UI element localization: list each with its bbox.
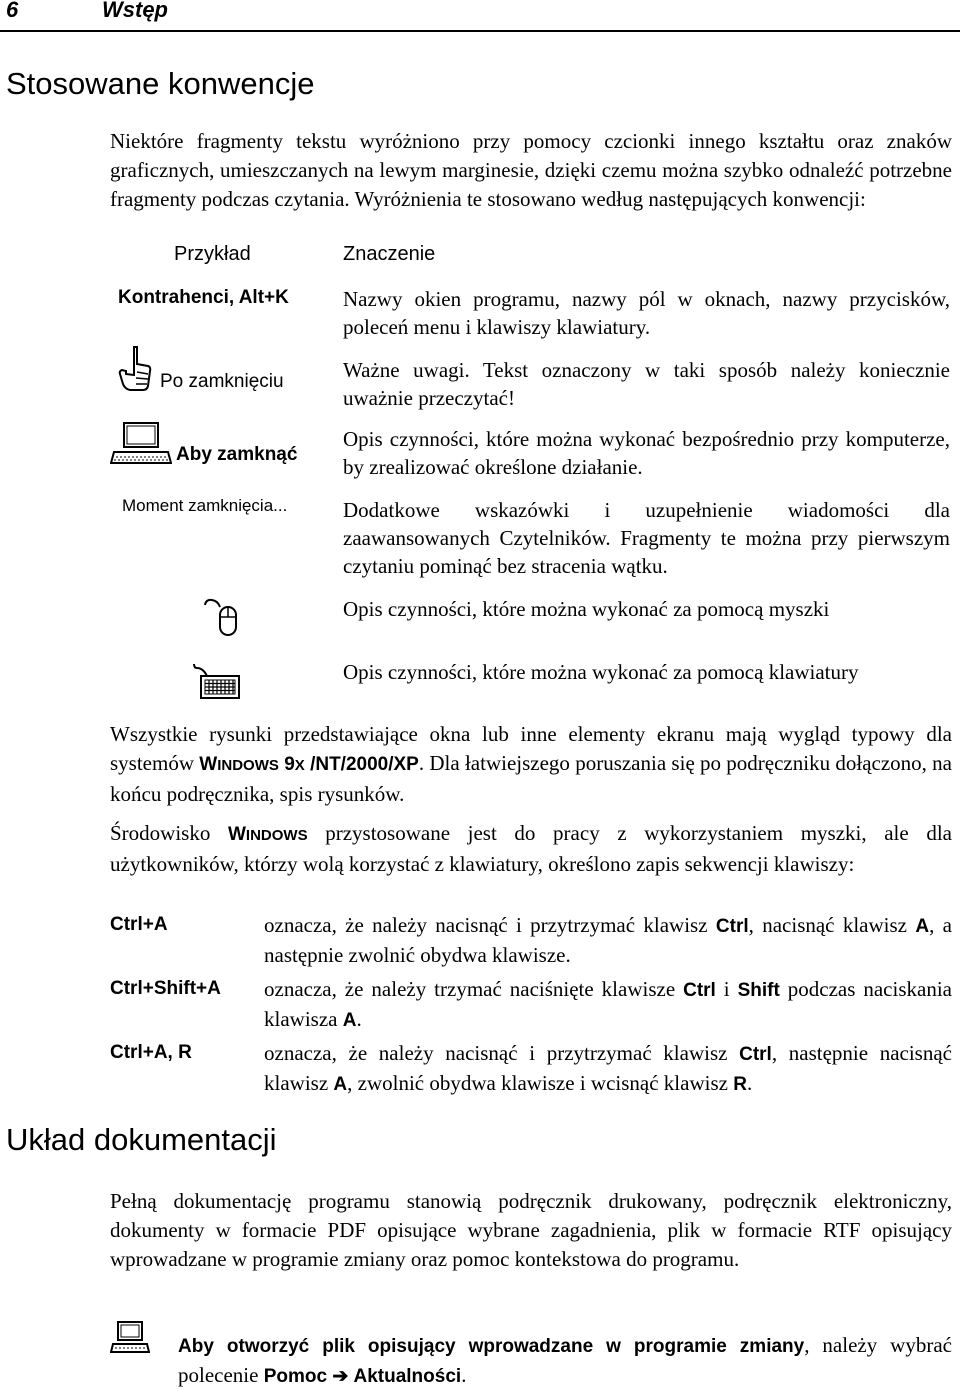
keyboard-icon	[193, 662, 241, 700]
meaning-mouse-action: Opis czynności, które można wykonać za pomocą myszki	[343, 597, 830, 621]
documentation-paragraph: Pełną dokumentację programu stanowią podręcznik drukowany, podręcznik elektroniczny, dokumenty w formacie PDF opisujące wybrane zagadnienia, plik w formacie RTF opisujący wprowadzane w programie zmiany oraz pomoc kontekstowa do programu.	[110, 1189, 952, 1271]
key-combo-ctrl-a-r: Ctrl+A, R	[110, 1042, 192, 1063]
meaning-window-name: Nazwy okien programu, nazwy pól w oknach, nazwy przycisków, poleceń menu i klawiszy klawiatury.	[343, 287, 950, 339]
meaning-action-at-computer: Opis czynności, które można wykonać bezpośrednio przy komputerze, by zrealizować określone działanie.	[343, 427, 950, 479]
running-header	[0, 0, 960, 32]
system-name: WINDOWS 9X /NT/2000/XP	[199, 754, 419, 775]
column-header-meaning: Znaczenie	[343, 243, 436, 265]
meaning-important-note: Ważne uwagi. Tekst oznaczony w taki sposób należy koniecznie uważnie przeczytać!	[343, 358, 950, 410]
example-window-name: Kontrahenci, Alt+K	[118, 287, 289, 308]
key-combo-ctrl-a: Ctrl+A	[110, 914, 168, 935]
arrow-icon: ➔	[332, 1366, 349, 1387]
mouse-icon	[200, 595, 240, 639]
tip-open-changes-file: Aby otworzyć plik opisujący wprowadzane w programie zmiany, należy wybrać polecenie Pomoc ➔ Aktualności.	[178, 1333, 952, 1387]
chapter-title: Wstęp	[102, 0, 168, 22]
key-combo-ctrl-a-desc: oznacza, że należy nacisnąć i przytrzymać klawisz Ctrl, nacisnąć klawisz A, a następnie zwolnić obydwa klawisze.	[264, 913, 952, 967]
example-action-at-computer: Aby zamknąć	[176, 444, 298, 465]
computer-icon	[110, 420, 172, 466]
figures-paragraph: Wszystkie rysunki przedstawiające okna lub inne elementy ekranu mają wygląd typowy dla systemów WINDOWS 9X /NT/2000/XP. Dla łatwiejszego poruszania się po podręczniku dołączono, na końcu podręcznika, spis rysunków.	[110, 722, 952, 806]
menu-command-help: Pomoc	[263, 1366, 328, 1387]
menu-command-news: Aktualności	[353, 1366, 462, 1387]
example-important-note: Po zamknięciu	[160, 371, 284, 392]
intro-paragraph: Niektóre fragmenty tekstu wyróżniono przy pomocy czcionki innego kształtu oraz znaków graficznych, umieszczanych na lewym marginesie, dzięki czemu można szybko odnaleźć potrzebne fragmenty podczas czytania. Wyróżnienia te stosowano według następujących konwencji:	[110, 129, 952, 211]
section-title-documentation: Układ dokumentacji	[6, 1122, 277, 1157]
key-combo-ctrl-shift-a: Ctrl+Shift+A	[110, 978, 221, 999]
meaning-keyboard-action: Opis czynności, które można wykonać za pomocą klawiatury	[343, 660, 859, 684]
system-name: WINDOWS	[227, 824, 308, 845]
column-header-example: Przykład	[174, 243, 251, 265]
environment-paragraph: Środowisko WINDOWS przystosowane jest do pracy z wykorzystaniem myszki, ale dla użytkowników, którzy wolą korzystać z klawiatury, określono zapis sekwencji klawiszy:	[110, 821, 952, 876]
section-title-conventions: Stosowane konwencje	[6, 66, 315, 101]
computer-icon	[110, 1320, 150, 1354]
meaning-advanced-tip: Dodatkowe wskazówki i uzupełnienie wiadomości dla zaawansowanych Czytelników. Fragmenty te można przy pierwszym czytaniu pominąć bez stracenia wątku.	[343, 498, 950, 578]
key-combo-ctrl-shift-a-desc: oznacza, że należy trzymać naciśnięte klawisze Ctrl i Shift podczas naciskania klawisza A.	[264, 977, 952, 1031]
key-combo-ctrl-a-r-desc: oznacza, że należy nacisnąć i przytrzymać klawisz Ctrl, następnie nacisnąć klawisz A, zwolnić obydwa klawisze i wcisnąć klawisz R.	[264, 1041, 952, 1095]
page-number: 6	[6, 0, 19, 22]
example-advanced-tip: Moment zamknięcia...	[122, 496, 288, 515]
hand-pointing-icon	[118, 344, 152, 392]
